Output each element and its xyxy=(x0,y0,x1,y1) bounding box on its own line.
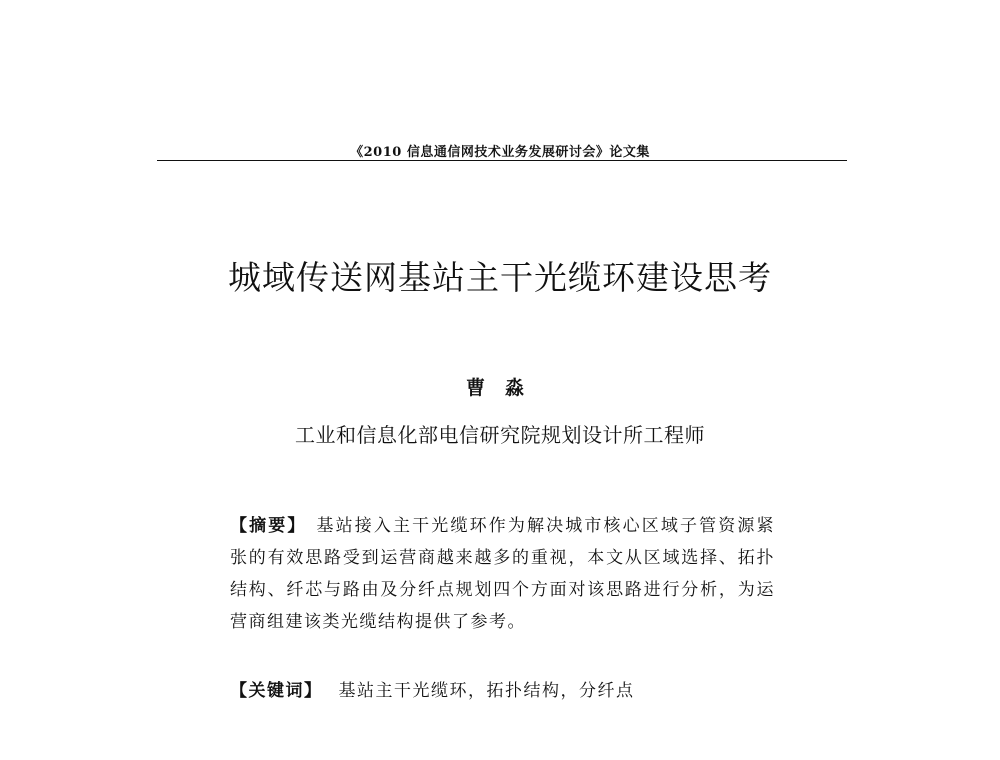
keywords-text: 基站主干光缆环，拓扑结构，分纤点 xyxy=(338,681,635,701)
author-affiliation: 工业和信息化部电信研究院规划设计所工程师 xyxy=(295,423,705,447)
header-rule xyxy=(157,160,847,161)
paper-title: 城域传送网基站主干光缆环建设思考 xyxy=(228,258,772,297)
running-header: 《2010 信息通信网技术业务发展研讨会》论文集 xyxy=(350,145,650,160)
abstract-section xyxy=(230,510,775,638)
keywords-label: 【关键词】 xyxy=(230,681,323,701)
author-name: 曹淼 xyxy=(465,377,544,399)
abstract-text: 基站接入主干光缆环作为解决城市核心区域子管资源紧张的有效思路受到运营商越来越多的重视，本文从区域选择、拓扑结构、纤芯与路由及分纤点规划四个方面对该思路进行分析，为运营商组建该类光缆结构提供了参考。 xyxy=(230,516,776,632)
abstract-label: 【摘要】 xyxy=(230,516,307,536)
keywords-section xyxy=(230,675,775,707)
